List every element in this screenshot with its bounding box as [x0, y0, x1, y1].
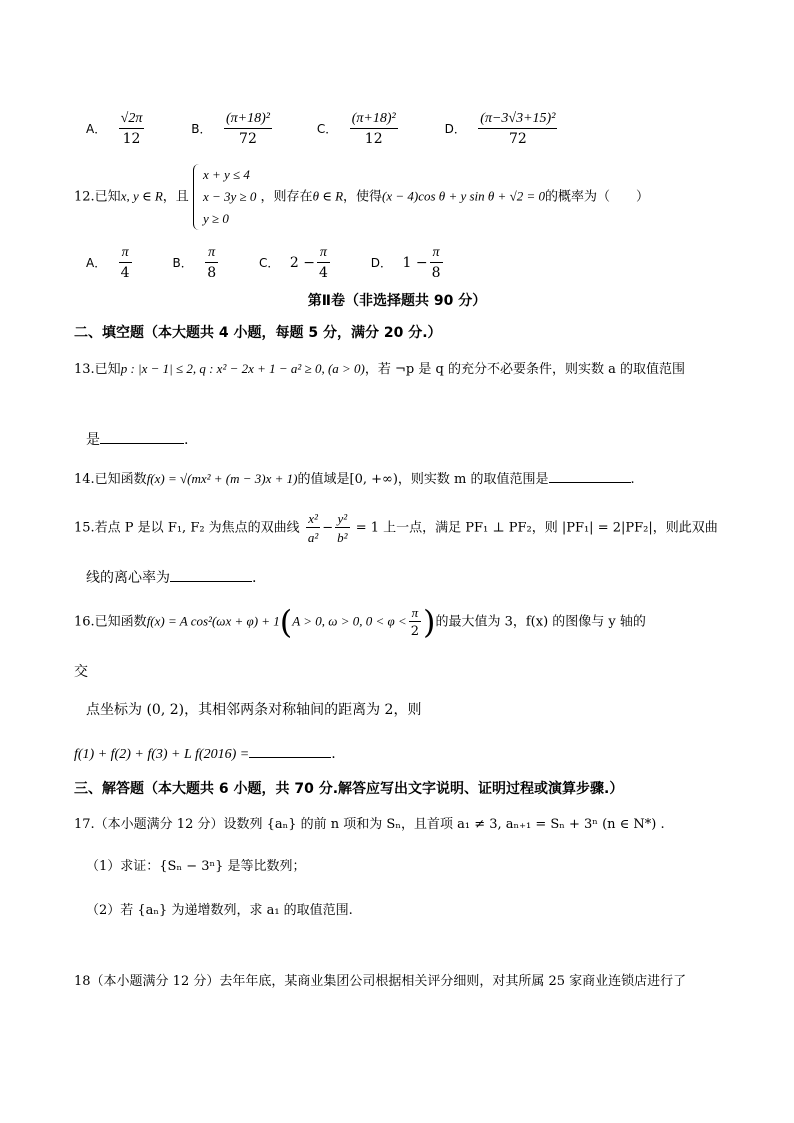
q12-option-a: $\frac{\pi}{4}$ — [120, 245, 130, 281]
q15-line2: 线的离心率为 . — [86, 570, 257, 586]
q11-option-d-label: D． — [444, 122, 466, 136]
q13-line1: 13.已知p : |x − 1| ≤ 2, q : x² − 2x + 1 − a² ≥ 0, (a > 0)，若 ¬p 是 q 的充分不必要条件，则实数 a 的取值范围 — [74, 361, 685, 377]
q12-stem: 12.已知x, y ∈ R，且 x + y ≤ 4 x − 3y ≥ 0 y ≥ 0 ，则存在θ ∈ R，使得(x − 4)cos θ + y sin θ + √2 = 0的概率为（ ） — [74, 164, 649, 230]
q12-option-b: $\frac{\pi}{8}$ — [207, 245, 217, 281]
q16-line2: 交 — [74, 664, 88, 680]
q11-option-a: $\frac{√2\pi}{12}$ — [120, 111, 143, 147]
q11-option-d: $\frac{\text{(π−3√3+15)²}}{72}$ — [480, 111, 556, 147]
answer-blank[interactable] — [100, 431, 184, 444]
q16-frac-pi2: $\frac{\pi}{2}$ — [410, 605, 419, 639]
q16-line1: 16.已知函数f(x) = A cos²(ωx + φ) + 1(A > 0, ω > 0, 0 < φ < $\frac{\pi}{2}$ )的最大值为 3，f(x) 的图像与 y 轴的 — [74, 603, 646, 641]
q12-options: A． $\frac{\pi}{4}$ B． $\frac{\pi}{8}$ C． 2 − $\frac{\pi}{4}$ D． 1 − $\frac{\pi}{8}$ — [86, 246, 445, 280]
q12-option-c: 2 − $\frac{\pi}{4}$ — [289, 245, 328, 281]
q16-line3: 点坐标为 (0, 2)，其相邻两条对称轴间的距离为 2，则 — [86, 702, 422, 718]
q17-part1: （1）求证：{Sₙ − 3ⁿ} 是等比数列； — [86, 859, 306, 874]
q18-line1: 18（本小题满分 12 分）去年年底，某商业集团公司根据相关评分细则，对其所属 25 家商业连锁店进行了 — [74, 974, 687, 989]
q12-option-d: 1 − $\frac{\pi}{8}$ — [402, 245, 441, 281]
q11-option-b: $\frac{\text{(π+18)²}}{72}$ — [225, 111, 270, 147]
part2-title: 第Ⅱ卷（非选择题共 90 分） — [307, 293, 487, 309]
q16-line4: f(1) + f(2) + f(3) + L f(2016) = . — [74, 746, 336, 762]
q11-option-c: $\frac{\text{(π+18)²}}{12}$ — [351, 111, 396, 147]
section-fill-in-heading: 二、填空题（本大题共 4 小题，每题 5 分，满分 20 分.） — [74, 325, 442, 341]
q15-frac-y: $\frac{\text{y²}}{\text{b²}}$ — [337, 511, 348, 545]
q14: 14.已知函数f(x) = √(mx² + (m − 3)x + 1)的值域是[0, +∞)，则实数 m 的取值范围是 . — [74, 471, 635, 487]
answer-blank[interactable] — [549, 470, 631, 483]
brace-icon — [193, 164, 202, 230]
section-solution-heading: 三、解答题（本大题共 6 小题，共 70 分.解答应写出文字说明、证明过程或演算步骤.） — [74, 781, 624, 797]
q11-option-c-label: C． — [316, 122, 338, 136]
q15-line1: 15.若点 P 是以 F₁, F₂ 为焦点的双曲线 $\frac{\text{x²}}{\text{a²}}$ − $\frac{\text{y²}}{\text{b²}}$ = 1 上一点，满足 PF₁ ⊥ PF₂，则 |PF₁| = 2|PF₂|，则此双曲 — [74, 511, 718, 545]
q15-frac-x: $\frac{\text{x²}}{\text{a²}}$ — [307, 511, 319, 545]
q17-part2: （2）若 {aₙ} 为递增数列，求 a₁ 的取值范围. — [86, 903, 353, 918]
q11-option-a-label: A． — [86, 122, 107, 136]
q11-option-b-label: B． — [191, 122, 212, 136]
q12-constraint-system: x + y ≤ 4 x − 3y ≥ 0 y ≥ 0 — [193, 164, 256, 230]
q13-line2: 是 . — [86, 432, 189, 448]
answer-blank[interactable] — [249, 745, 331, 758]
q11-options — [86, 112, 559, 146]
answer-blank[interactable] — [170, 569, 252, 582]
q17-line1: 17.（本小题满分 12 分）设数列 {aₙ} 的前 n 项和为 Sₙ，且首项 a₁ ≠ 3, aₙ₊₁ = Sₙ + 3ⁿ (n ∈ N*) . — [74, 817, 665, 832]
